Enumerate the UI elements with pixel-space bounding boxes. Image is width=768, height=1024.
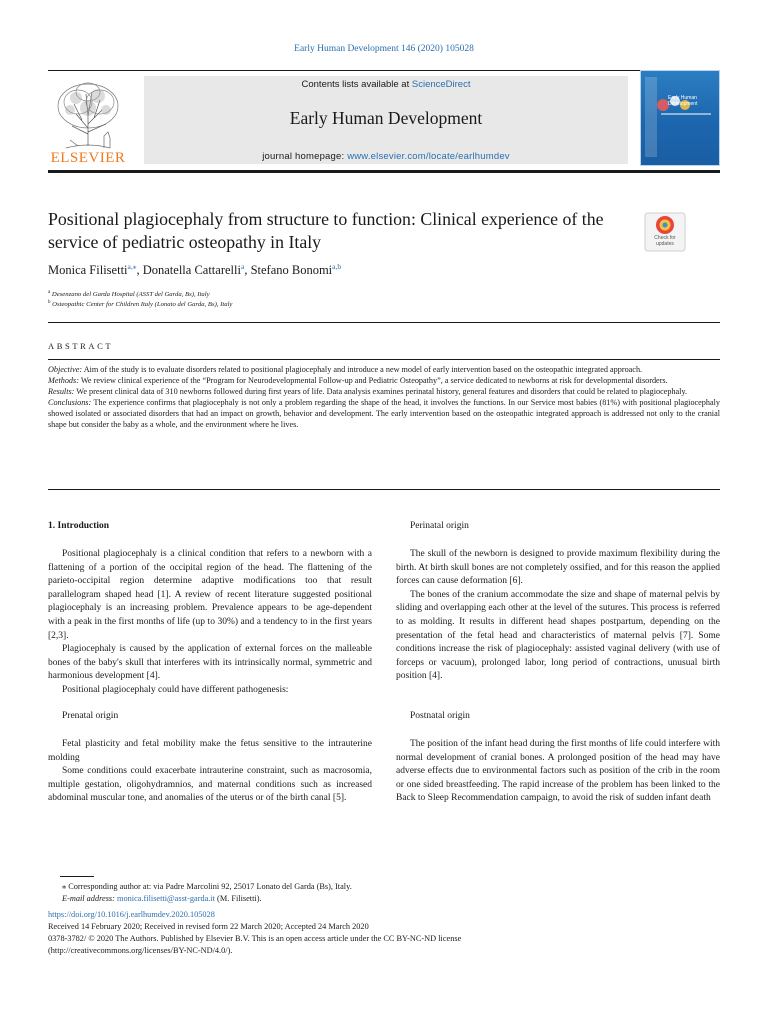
check-for-updates-label[interactable]: Check for updates: [654, 235, 676, 247]
abstract-heading: ABSTRACT: [48, 341, 114, 351]
author-affiliation-marker[interactable]: a,⁎: [127, 262, 137, 271]
abstract-label: Conclusions:: [48, 398, 92, 408]
body-paragraph: Positional plagiocephaly is a clinical condition that refers to a newborn with a flattening of a portion of the occipital region of the head. The flattening of the parieto-occipital region determine adaptive modifications too that result parallelogram shaped head [1]. A review of recent literature suggested positional plagiocephaly is an increasing problem. Prevalence appears to be age-dependent with a peak in the first months of life (up to 30%) and a tendency to in the first years [2,3].: [48, 549, 372, 641]
email-link[interactable]: monica.filisetti@asst-garda.it: [117, 894, 215, 904]
license-url[interactable]: (http://creativecommons.org/licenses/BY-NC-ND/4.0/).: [48, 946, 233, 956]
left-column-text: [48, 548, 372, 698]
cover-artwork: [641, 71, 719, 165]
affiliation-marker: a: [48, 290, 51, 295]
header-rule-top: [48, 70, 720, 71]
affiliation: [48, 300, 232, 308]
affiliation-text: Osteopathic Center for Children Italy (Lonato del Garda, Bs), Italy: [52, 301, 233, 309]
right-column-text: [396, 738, 720, 806]
section-heading: 1. Introduction: [48, 521, 110, 531]
abstract-label: Objective:: [48, 365, 83, 374]
divider: [48, 489, 720, 490]
abstract-text: Aim of the study is to evaluate disorders related to positional plagiocephaly and introduce a new model of early intervention based on the osteopathic integrated approach.: [82, 365, 643, 374]
abstract-paragraph: [48, 364, 720, 375]
homepage-link[interactable]: www.elsevier.com/locate/earlhumdev: [347, 151, 510, 162]
body-paragraph: Positional plagiocephaly could have different pathogenesis:: [62, 684, 289, 695]
abstract-label: Methods:: [48, 376, 79, 386]
author-affiliation-marker[interactable]: a,b: [332, 262, 342, 271]
elsevier-wordmark: ELSEVIER: [50, 150, 126, 166]
author-name[interactable]: Donatella Cattarelli: [142, 263, 241, 278]
affiliation-text: Desenzano del Garda Hospital (ASST del Garda, Bs), Italy: [51, 291, 210, 299]
journal-title: Early Human Development: [289, 108, 483, 128]
header-rule-bottom: [48, 170, 720, 173]
author-name[interactable]: Stefano Bonomi: [250, 263, 333, 278]
contents-line: [144, 79, 628, 90]
footnotes: [48, 881, 720, 958]
sciencedirect-link[interactable]: ScienceDirect: [411, 79, 471, 90]
corresponding-author-note: ⁎ Corresponding author at: via Padre Marcolini 92, 25017 Lonato del Garda (Bs), Italy.: [62, 882, 352, 891]
body-paragraph: The position of the infant head during the first months of life could interfere with normal development of cranial bones. A prolonged position of the head may have adverse effects due to environmental factors such as position of the crib in the room or one sided breastfeeding. The rapid increase of the problem has been linked to the Back to Sleep Recommendation campaign, to avoid the risk of sudden infant death: [396, 739, 720, 804]
body-paragraph: Some conditions could exacerbate intrauterine constraint, such as macrosomia, multiple gestation, oligohydramnios, and maternal conditions such as increased abdominal muscular tone, and anomalies of the uterus or of the birth canal [5].: [48, 766, 372, 804]
email-suffix: (M. Filisetti).: [214, 894, 262, 904]
abstract-label: Results:: [48, 387, 75, 397]
homepage-line: [144, 151, 628, 162]
author-name[interactable]: Monica Filisetti: [48, 263, 128, 278]
abstract-text: We review clinical experience of the “Program for Neurodevelopmental Follow-up and Pediatric Osteopathy”, a service dedicated to newborns at risk for developmental disorders.: [78, 376, 668, 386]
body-paragraph: The bones of the cranium accommodate the size and shape of maternal pelvis by sliding and overlapping each other at the level of the sutures. This process is referred to as molding. It results in different head shapes postpartum, depending on the presentation of the fetal head and characteristics of maternal pelvis [7]. Some conditions increase the risk of plagiocephaly: assisted vaginal delivery (with use of forceps or vacuum), prolonged labor, long period of contractions, unusual birth position [4].: [396, 589, 720, 682]
footnote-rule: [60, 876, 94, 877]
subsection-heading: Perinatal origin: [410, 521, 469, 531]
abstract-text: We present clinical data of 310 newborns followed during first years of life. Data analysis examines perinatal history, general features and disorders that could be related to plagiocephaly.: [74, 387, 688, 397]
author-list: [48, 262, 341, 278]
received-dates: Received 14 February 2020; Received in revised form 22 March 2020; Accepted 24 March 2020: [48, 922, 369, 932]
abstract-body: [48, 364, 720, 431]
author-separator: ,: [136, 263, 143, 278]
contents-prefix: Contents lists available at: [301, 79, 412, 90]
subsection-heading: Postnatal origin: [410, 711, 470, 721]
abstract-text: The experience confirms that plagiocephaly is not only a problem regarding the shape of the head, it involves the functions. In our Service most babies (81%) with positional plagiocephaly showed isolated or associated disorders that had an impact on growth, behavior and development. The early intervention based on the osteopathic integrated approach is addressed not only to the cranial shape but consider the baby as a whole, and the environment where he lives.: [48, 398, 720, 430]
homepage-prefix: journal homepage:: [262, 151, 348, 162]
copyright-line: 0378-3782/ © 2020 The Authors. Published by Elsevier B.V. This is an open access article under the CC BY-NC-ND license: [48, 934, 462, 944]
left-column-text: [48, 738, 372, 806]
abstract-paragraph: [48, 397, 720, 430]
right-column-text: [396, 548, 720, 684]
cover-title: Early Human Development: [668, 95, 698, 107]
subsection-heading: Prenatal origin: [62, 711, 119, 721]
article-title: Positional plagiocephaly from structure to function: Clinical experience of the service of pediatric osteopathy in Italy: [48, 209, 604, 252]
divider: [48, 359, 720, 360]
abstract-paragraph: [48, 386, 720, 397]
body-paragraph: Plagiocephaly is caused by the application of external forces on the malleable bones of the baby's skull that interferes with its intrinsically normal, symmetric and harmonious development [4].: [48, 644, 372, 682]
abstract-paragraph: [48, 375, 720, 386]
journal-cover-image: [640, 70, 720, 166]
doi-link[interactable]: https://doi.org/10.1016/j.earlhumdev.2020.105028: [48, 910, 215, 920]
journal-citation[interactable]: Early Human Development 146 (2020) 105028: [294, 44, 474, 54]
author-separator: ,: [244, 263, 251, 278]
affiliation: [48, 290, 210, 298]
affiliation-marker: b: [48, 300, 51, 305]
divider: [48, 322, 720, 323]
body-paragraph: The skull of the newborn is designed to provide maximum flexibility during the birth. At birth skull bones are not completely ossified, and for this reason the applied forces can cause deformation [6].: [396, 549, 720, 587]
body-paragraph: Fetal plasticity and fetal mobility make the fetus sensitive to the intrauterine molding: [48, 739, 372, 763]
email-line: [48, 893, 720, 905]
author-affiliation-marker[interactable]: a: [240, 262, 245, 271]
email-label: E-mail address:: [62, 894, 115, 904]
